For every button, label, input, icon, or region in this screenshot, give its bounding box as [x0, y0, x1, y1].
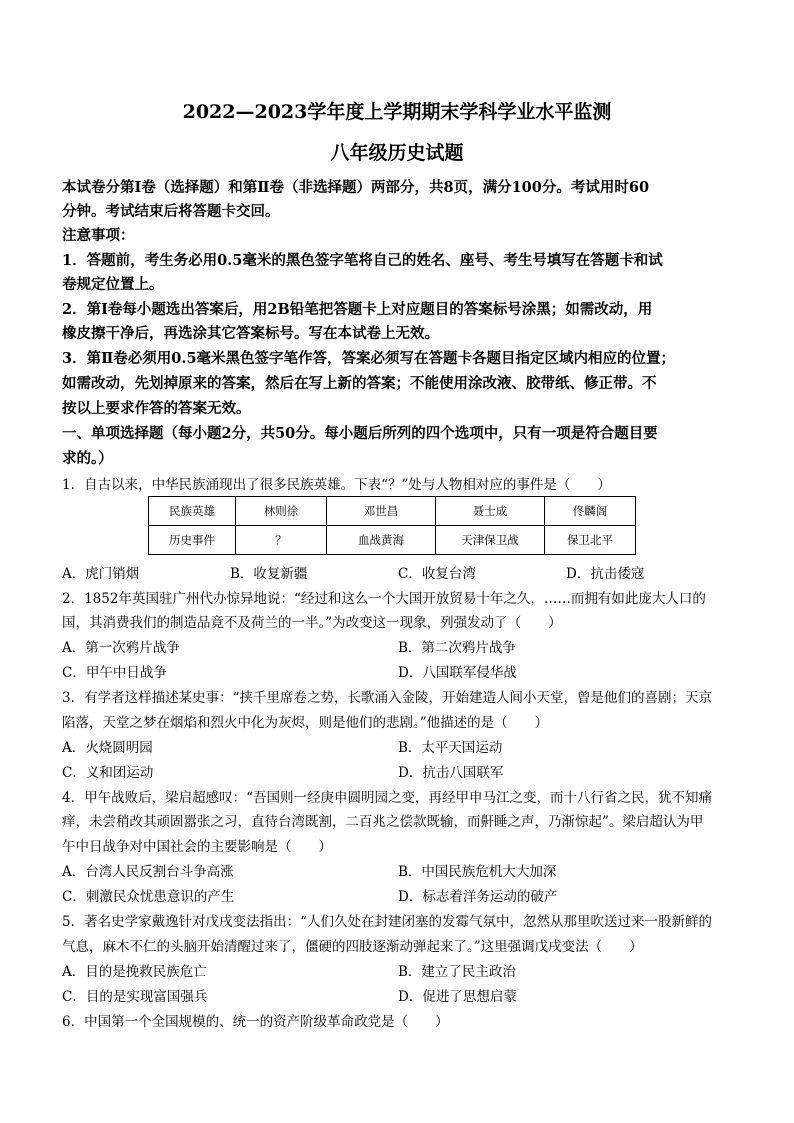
- q4-option-c: C．刺激民众忧患意识的产生: [62, 889, 235, 905]
- section-heading-line-1: 一、单项选择题（每小题2分，共50分。每小题后所列的四个选项中，只有一项是符合题目要: [62, 425, 658, 442]
- q6-stem: 6．中国第一个全国规模的、统一的资产阶级革命政党是（ ）: [62, 1014, 449, 1030]
- notice-line-4: 橡皮擦干净后，再选涂其它答案标号。写在本试卷上无效。: [62, 325, 439, 342]
- section-heading-line-2: 求的。）: [62, 450, 113, 467]
- table-cell: 血战黄海: [327, 526, 436, 555]
- q2-option-a: A．第一次鸦片战争: [62, 640, 180, 656]
- q4-stem-line-1: 4．甲午战败后，梁启超感叹：“吾国则一经庚申圆明园之变，再经甲申马江之变，而十八行省之民，犹不知痛: [62, 790, 712, 806]
- q4-option-d: D．标志着洋务运动的破产: [398, 889, 558, 905]
- q2-stem-line-2: 国，其消费我们的制造品竟不及荷兰的一半。”为改变这一现象，列强发动了（ ）: [62, 615, 562, 631]
- q4-stem-line-2: 痒，未尝稍改其顽固嚣张之习，直待台湾既割，二百兆之偿款既输，而鼾睡之声，乃渐惊起”。梁启超认为甲: [62, 814, 704, 830]
- q5-option-d: D．促进了思想启蒙: [398, 989, 517, 1005]
- q5-stem-line-2: 气息，麻木不仁的头脑开始清醒过来了，僵硬的四肢逐渐动弹起来了。”这里强调戊戌变法（ ）: [62, 939, 643, 955]
- q3-stem-line-2: 陷落，天堂之梦在烟焰和烈火中化为灰烬，则是他们的悲剧。”他描述的是（ ）: [62, 715, 549, 731]
- q4-option-a: A．台湾人民反割台斗争高涨: [62, 864, 234, 880]
- q5-option-c: C．目的是实现富国强兵: [62, 989, 208, 1005]
- exam-title: 2022—2023学年度上学期期末学科学业水平监测: [182, 101, 612, 123]
- notice-line-7: 按以上要求作答的答案无效。: [62, 400, 251, 417]
- q2-option-c: C．甲午中日战争: [62, 665, 167, 681]
- intro-line-2: 分钟。考试结束后将答题卡交回。: [62, 203, 280, 220]
- q1-table: [148, 496, 636, 555]
- q1-option-a: A．虎门销烟: [62, 566, 140, 582]
- q5-option-a: A．目的是挽救民族危亡: [62, 964, 207, 980]
- q1-stem: 1．自古以来，中华民族涌现出了很多民族英雄。下表“？”处与人物相对应的事件是（ ）: [62, 477, 611, 493]
- table-row: [149, 497, 636, 526]
- q2-option-b: B．第二次鸦片战争: [398, 640, 516, 656]
- table-cell: ？: [236, 526, 327, 555]
- table-cell: 天津保卫战: [436, 526, 545, 555]
- notice-line-5: 3．第Ⅱ卷必须用0.5毫米黑色签字笔作答，答案必须写在答题卡各题目指定区域内相应的位置；: [62, 350, 676, 367]
- q3-option-b: B．太平天国运动: [398, 740, 503, 756]
- q3-option-d: D．抗击八国联军: [398, 765, 504, 781]
- table-cell: 历史事件: [149, 526, 236, 555]
- table-cell: 民族英雄: [149, 497, 236, 526]
- q1-option-c: C．收复台湾: [398, 566, 476, 582]
- table-cell: 佟麟阁: [545, 497, 636, 526]
- table-cell: 聂士成: [436, 497, 545, 526]
- q2-stem-line-1: 2．1852年英国驻广州代办惊异地说：“经过和这么一个大国开放贸易十年之久，……而拥有如此庞大人口的: [62, 591, 706, 607]
- q1-option-b: B．收复新疆: [230, 566, 308, 582]
- q4-stem-line-3: 午中日战争对中国社会的主要影响是（ ）: [62, 839, 332, 855]
- q3-stem-line-1: 3．有学者这样描述某史事：“挟千里席卷之势，长歌涌入金陵，开始建造人间小天堂，曾是他们的喜剧；天京: [62, 690, 712, 706]
- q3-option-c: C．义和团运动: [62, 765, 154, 781]
- q2-option-d: D．八国联军侵华战: [398, 665, 517, 681]
- table-cell: 林则徐: [236, 497, 327, 526]
- notice-line-2: 卷规定位置上。: [62, 276, 164, 293]
- notice-line-3: 2．第Ⅰ卷每小题选出答案后，用2B铅笔把答题卡上对应题目的答案标号涂黑；如需改动，用: [62, 301, 653, 318]
- notice-line-1: 1．答题前，考生务必用0.5毫米的黑色签字笔将自己的姓名、座号、考生号填写在答题卡和试: [62, 252, 663, 269]
- exam-subtitle: 八年级历史试题: [330, 142, 464, 164]
- notice-heading: 注意事项：: [62, 227, 135, 244]
- notice-line-6: 如需改动，先划掉原来的答案，然后在写上新的答案；不能使用涂改液、胶带纸、修正带。不: [62, 375, 657, 392]
- q5-stem-line-1: 5．著名史学家戴逸针对戊戌变法指出：“人们久处在封建闭塞的发霉气氛中，忽然从那里吹送过来一股新鲜的: [62, 914, 712, 930]
- q3-option-a: A．火烧圆明园: [62, 740, 153, 756]
- q5-option-b: B．建立了民主政治: [398, 964, 516, 980]
- table-row: [149, 526, 636, 555]
- intro-line-1: 本试卷分第Ⅰ卷（选择题）和第Ⅱ卷（非选择题）两部分，共8页，满分100分。考试用时60: [62, 179, 650, 196]
- q4-option-b: B．中国民族危机大大加深: [398, 864, 557, 880]
- table-cell: 邓世昌: [327, 497, 436, 526]
- table-cell: 保卫北平: [545, 526, 636, 555]
- q1-option-d: D．抗击倭寇: [566, 566, 645, 582]
